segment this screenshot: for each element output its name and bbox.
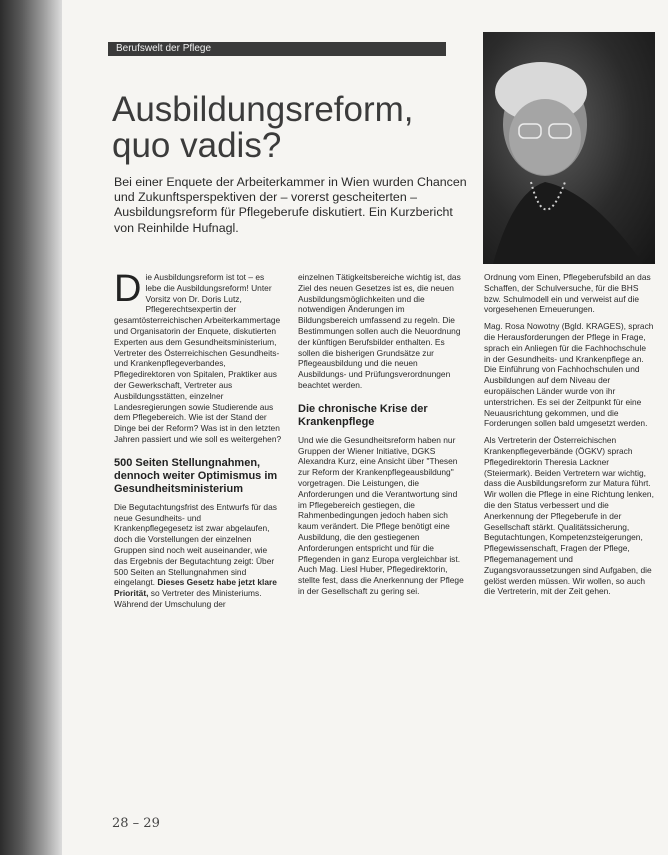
col1-emphasis: Dieses Gesetz habe jetzt klare Priorität, bbox=[114, 577, 277, 599]
col3-paragraph-2: Mag. Rosa Nowotny (Bgld. KRAGES), sprach die Herausforderungen der Pflege in Frage, sprach ein Anliegen für die Fachhochschule in der Gesundheits- und Krankenpflege an. Die Einführung von Fachhochschulen und Ausbildungen auf dem Niveau der europäischen Länder wurde von ihr unterstrichen. Es sei der Zeitpunkt für eine Neuausrichtung gekommen, und die Forderungen sollen bald umgesetzt werden. bbox=[484, 321, 654, 429]
col2-subheading-text: Die chronische Krise der Krankenpflege bbox=[298, 402, 428, 428]
article-column-2 bbox=[298, 272, 466, 597]
col2-paragraph-1: einzelnen Tätigkeitsbereiche wichtig ist, das Ziel des neuen Gesetzes ist es, die neuen Ausbildungsmöglichkeiten und die notwendigen Änderungen im Bildungsbereich umfassend zu regeln. Die Bestimmungen sollen auch die Neuordnung der künftigen Berufsbilder enthalten. Es sollen die bisherigen Grundsätze zur Pflegeausbildung und die neuen Ausbildungs- und Prüfungsverordnungen beachtet werden. bbox=[298, 272, 461, 390]
author-portrait-photo bbox=[483, 32, 655, 264]
col1-subheading: 500 Seiten Stellungnahmen, dennoch weiter Optimismus im Gesundheitsministerium bbox=[114, 456, 278, 495]
section-label: Berufswelt der Pflege bbox=[116, 43, 212, 54]
col2-paragraph-2: Und wie die Gesundheitsreform haben nur Gruppen der Wiener Initiative, DGKS Alexandra Kurz, eine Ansicht über "Thesen zur Reform der Krankenpflegeausbildung" vorgetragen. Die Leistungen, die Anforderungen und die Verantwortung sind im Pflegebereich gestiegen, die Rahmenbedingungen jedoch haben sich kaum verändert. Die Pflege benötigt eine Ausbildung, die den gestiegenen Anforderungen entspricht und für die Pflegenden in ganz Europa vergleichbar ist. Auch Mag. Liesl Huber, Pflegedirektorin, stellte fest, dass die Anerkennung der Pflege in der Gesellschaft zu gering sei. bbox=[298, 434, 464, 596]
article-title: Ausbildungsreform, quo vadis? bbox=[112, 90, 414, 165]
col2-subheading bbox=[298, 403, 466, 429]
col3-paragraph-1: Ordnung vom Einen, Pflegeberufsbild an das Schaffen, der Schulversuche, für die BHS bzw. Schulmodell ein und verweist auf die vorgesehenen Erneuerungen. bbox=[484, 272, 651, 315]
col1-paragraph-2 bbox=[114, 502, 282, 610]
book-binding-shadow bbox=[0, 0, 62, 855]
article-column-1 bbox=[114, 268, 282, 610]
col1-paragraph-2-text: Die Begutachtungsfrist des Entwurfs für das neue Gesundheits- und Krankenpflegegesetz ist zwar abgelaufen, doch die Vorstellungen der einzelnen Gruppen sind noch weit auseinander, wie das Ergebnis der Begutachtung zeigt: Über 500 Seiten an Stellungnahmen sind eingelangt. bbox=[114, 501, 277, 588]
drop-cap: D bbox=[114, 268, 142, 310]
portrait-illustration bbox=[483, 32, 655, 264]
article-lead: Bei einer Enquete der Arbeiterkammer in Wien wurden Chancen und Zukunftsperspektiven der – vorerst gescheiterten – Ausbildungsreform für Pflegeberufe diskutiert. Ein Kurzbericht von Reinhilde Hufnagl. bbox=[114, 175, 467, 235]
page-number: 28 – 29 bbox=[112, 816, 160, 831]
col1-paragraph-3-text: so Vertreter des Ministeriums. Während der Umschulung der bbox=[114, 588, 262, 609]
article-column-3 bbox=[484, 272, 654, 597]
col3-paragraph-3: Als Vertreterin der Österreichischen Krankenpflegeverbände (ÖGKV) sprach Pflegedirektorin Theresia Lackner (Steiermark). Beiden Vertretern war wichtig, dass die Ausbildungsreform zur Matura führt. Wir wollen die Pflege in eine Richtung lenken, die den Status verbessert und die Anerkennung der Pflegeberufe in der Gesellschaft stärkt. Qualitätssicherung, Begutachtungen, Kompetenzsteigerungen, Pflegewissenschaft, Fragen der Pflege, Pflegemanagement und Zugangsvoraussetzungen sind Aufgaben, die gelöst werden müssen. Wir wollen, so auch die Vertreterin, mit der Zeit gehen. bbox=[484, 435, 654, 597]
col1-paragraph-1: ie Ausbildungsreform ist tot – es lebe die Ausbildungsreform! Unter Vorsitz von Dr. Doris Lutz, Pflegerechtsexpertin der gesamtösterreichischen Arbeiterkammertage und Organisatorin der Enquete, diskutierten Experten aus dem Gesundheitsministerium, Vertreter des Österreichischen Gesundheits- und Krankenpflegeverbandes, Pflegedirektoren von Spitalen, Praktiker aus der Gewerkschaft, Vertreter aus Ausbildungsstätten, einzelner Landesregierungen sowie Studierende aus dem Pflegebereich. Wie ist der Stand der Dinge bei der Reform? Was ist in den letzten Jahren passiert und wie soll es weitergehen? bbox=[114, 272, 282, 444]
